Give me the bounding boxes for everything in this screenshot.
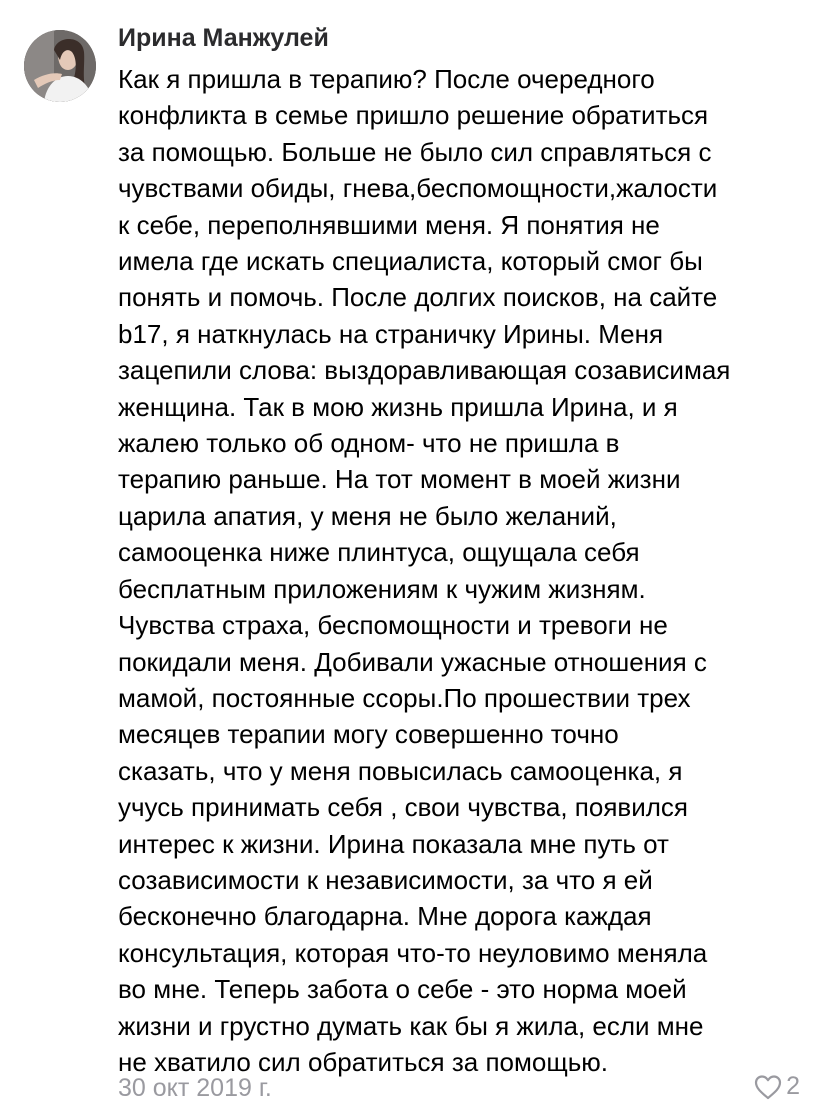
comment-line: месяцев терапии могу совершенно точно (118, 719, 619, 750)
comment-line: покидали меня. Добивали ужасные отношения с (118, 646, 707, 677)
comment-date: 30 окт 2019 г. (118, 1074, 272, 1102)
author-name[interactable]: Ирина Манжулей (118, 24, 329, 52)
comment-line: созависимости к независимости, за что я ей (118, 864, 653, 895)
comment-line: жизни и грустно думать как бы я жила, если мне (118, 1010, 704, 1041)
comment-line: учусь принимать себя , свои чувства, появился (118, 792, 688, 823)
comment-line: во мне. Теперь забота о себе - это норма моей (118, 974, 687, 1005)
comment-line: самооценка ниже плинтуса, ощущала себя (118, 537, 640, 568)
comment-text (118, 61, 808, 1080)
heart-icon (754, 1074, 782, 1100)
likes-count: 2 (786, 1072, 800, 1100)
comment-line: мамой, постоянные ссоры.По прошествии трех (118, 682, 691, 713)
comment-line: имела где искать специалиста, который смог бы (118, 246, 703, 277)
comment-line: b17, я наткнулась на страничку Ирины. Меня (118, 318, 664, 349)
comment-line: не хватило сил обратиться за помощью. (118, 1046, 608, 1077)
comment-line: бесплатным приложениям к чужим жизням. (118, 573, 646, 604)
comment-line: консультация, которая что-то неуловимо меняла (118, 937, 708, 968)
comment-line: интерес к жизни. Ирина показала мне путь от (118, 828, 669, 859)
profile-photo-avatar (24, 30, 96, 102)
comment-line: женщина. Так в мою жизнь пришла Ирина, и я (118, 391, 678, 422)
avatar[interactable] (24, 30, 96, 102)
comment-line: за помощью. Больше не было сил справляться с (118, 136, 712, 167)
comment-line: конфликта в семье пришло решение обратиться (118, 100, 709, 131)
comment-line: чувствами обиды, гнева,беспомощности,жалости (118, 173, 718, 204)
comment-line: Чувства страха, беспомощности и тревоги не (118, 610, 668, 641)
comment-line: Как я пришла в терапию? После очередного (118, 64, 655, 94)
comment-line: к себе, переполнявшими меня. Я понятия не (118, 209, 660, 240)
comment-line: сказать, что у меня повысилась самооценка, я (118, 755, 683, 786)
comment-line: зацепили слова: выздоравливающая созависимая (118, 355, 731, 386)
comment-line: царила апатия, у меня не было желаний, (118, 500, 617, 531)
comment-line: жалею только об одном- что не пришла в (118, 428, 620, 459)
comment-line: терапию раньше. На тот момент в моей жизни (118, 464, 681, 495)
like-button[interactable] (754, 1072, 800, 1101)
comment-line: понять и помочь. После долгих поисков, на сайте (118, 282, 718, 313)
comment-line: бесконечно благодарна. Мне дорога каждая (118, 901, 652, 932)
